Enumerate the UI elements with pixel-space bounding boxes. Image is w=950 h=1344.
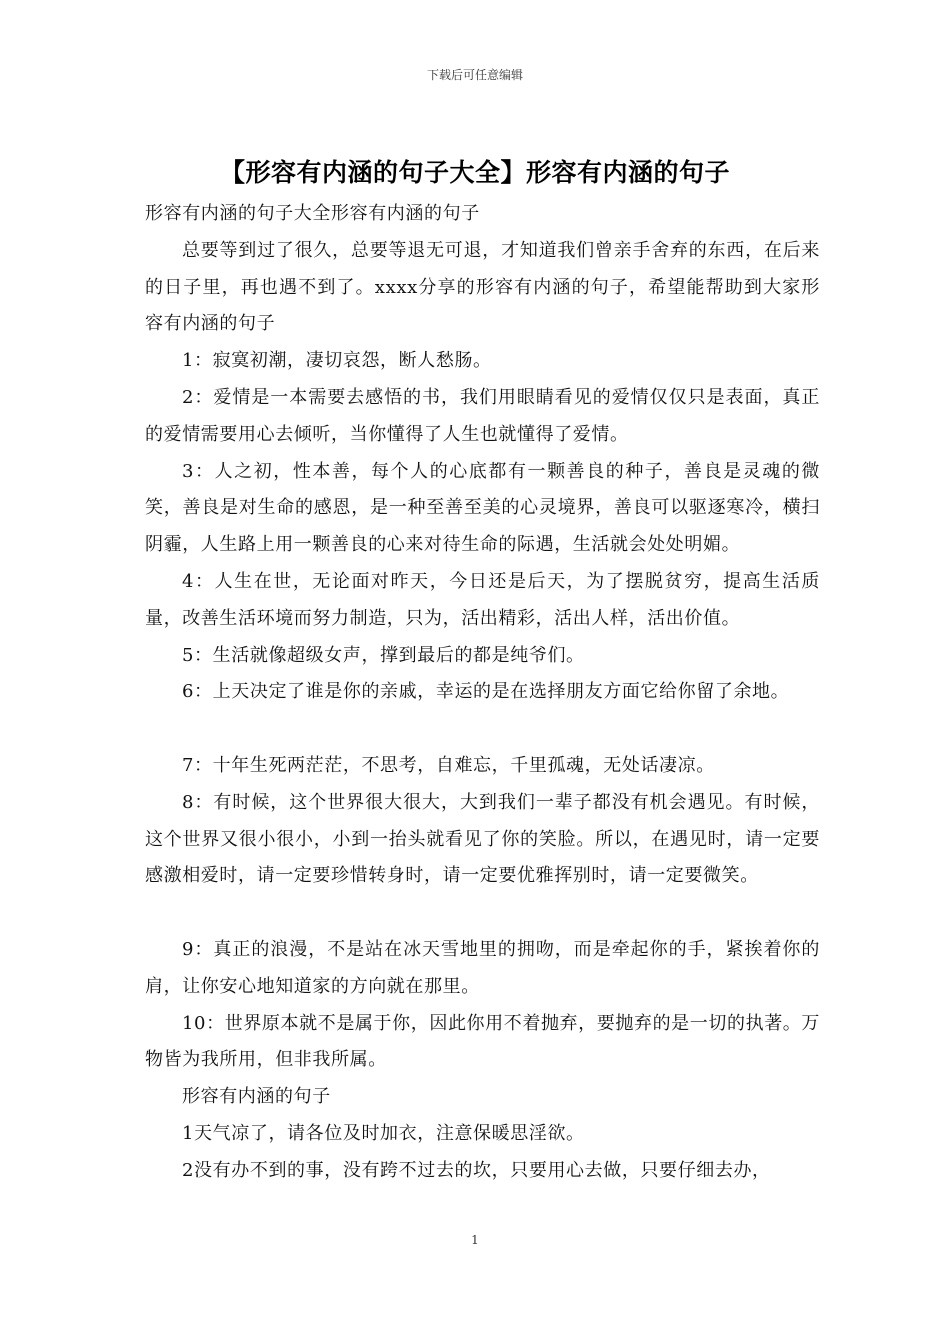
page-number: 1 [471,1233,479,1247]
sentence-item-8: 8：有时候，这个世界很大很大，大到我们一辈子都没有机会遇见。有时候，这个世界又很小很小，小到一抬头就看见了你的笑脸。所以，在遇见时，请一定要感激相爱时，请一定要珍惜转身时，请一定要优雅挥别时，请一定要微笑。 [145,791,820,887]
subtitle-paragraph: 形容有内涵的句子大全形容有内涵的句子 [145,203,480,224]
sentence-item-10: 10：世界原本就不是属于你，因此你用不着抛弃，要抛弃的是一切的执著。万物皆为我所用，但非我所属。 [145,1012,820,1071]
sentence-item-7: 7：十年生死两茫茫，不思考，自难忘，千里孤魂，无处话凄凉。 [182,754,715,776]
sentence-item-2: 2：爱情是一本需要去感悟的书，我们用眼睛看见的爱情仅仅只是表面，真正的爱情需要用心去倾听，当你懂得了人生也就懂得了爱情。 [145,386,820,445]
page-header: 下载后可任意编辑 [426,68,523,82]
sentence-item-9: 9：真正的浪漫，不是站在冰天雪地里的拥吻，而是牵起你的手，紧挨着你的肩，让你安心地知道家的方向就在那里。 [145,938,820,997]
document-title: 【形容有内涵的句子大全】形容有内涵的句子 [219,158,730,187]
sentence-item-6: 6：上天决定了谁是你的亲戚，幸运的是在选择朋友方面它给你留了余地。 [182,681,790,703]
sentence-item-5: 5：生活就像超级女声，撑到最后的都是纯爷们。 [182,644,585,666]
blank-line [145,895,820,932]
sentence-item-1: 1：寂寞初潮，凄切哀怨，断人愁肠。 [182,350,492,372]
section-item-2: 2没有办不到的事，没有跨不过去的坎，只要用心去做，只要仔细去办， [182,1159,771,1181]
document-body [145,196,820,1190]
section-heading: 形容有内涵的句子 [182,1086,331,1108]
blank-line [145,711,820,748]
sentence-item-4: 4：人生在世，无论面对昨天，今日还是后天，为了摆脱贫穷，提高生活质量，改善生活环境而努力制造，只为，活出精彩，活出人样，活出价值。 [145,570,820,629]
section-item-1: 1天气凉了，请各位及时加衣，注意保暖思淫欲。 [182,1122,585,1144]
intro-paragraph: 总要等到过了很久，总要等退无可退，才知道我们曾亲手舍弃的东西，在后来的日子里，再也遇不到了。xxxx分享的形容有内涵的句子，希望能帮助到大家形容有内涵的句子 [145,239,820,335]
sentence-item-3: 3：人之初，性本善，每个人的心底都有一颗善良的种子，善良是灵魂的微笑，善良是对生命的感恩，是一种至善至美的心灵境界，善良可以驱逐寒冷，横扫阴霾，人生路上用一颗善良的心来对待生命的际遇，生活就会处处明媚。 [145,460,820,556]
